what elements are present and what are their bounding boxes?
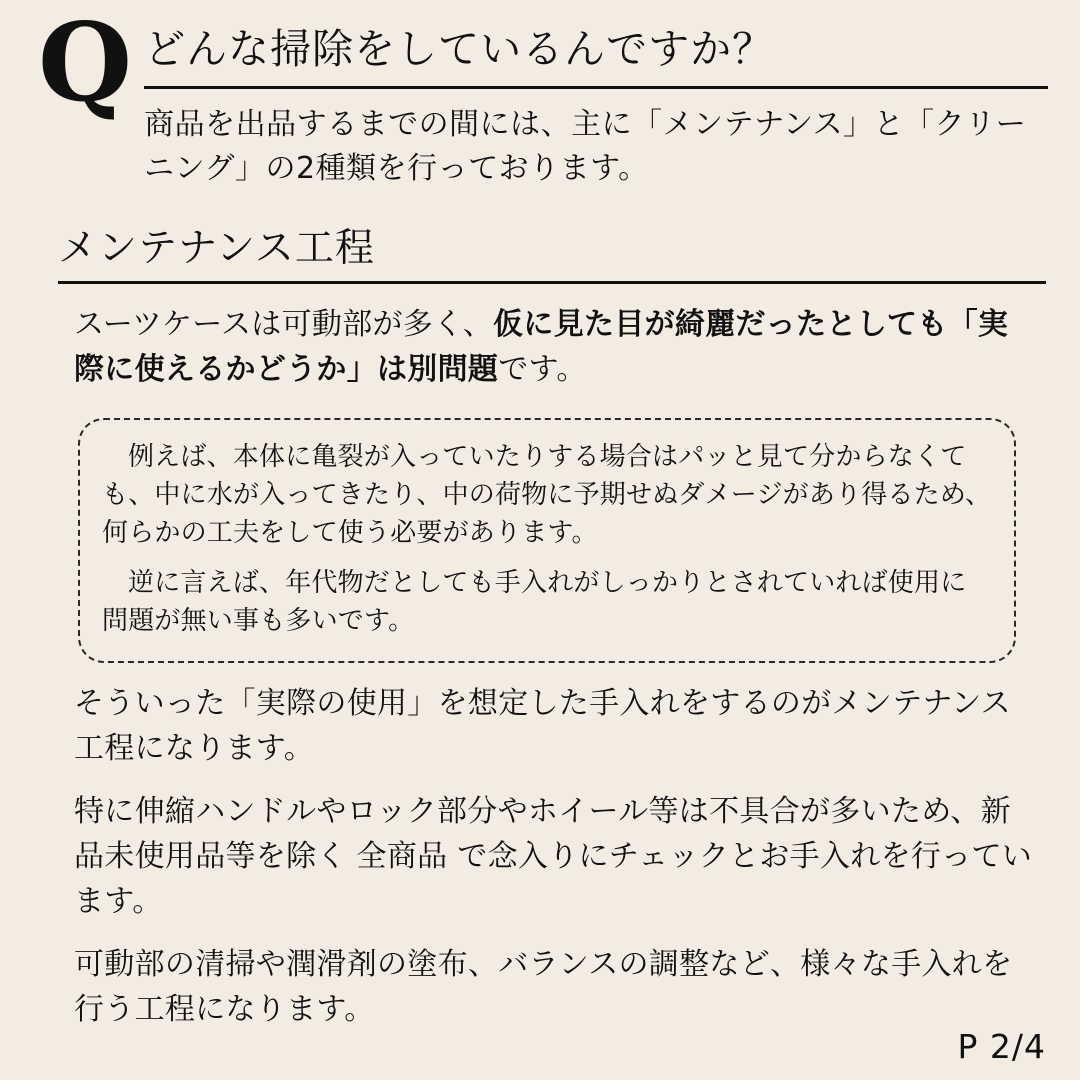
question-content (144, 18, 1046, 191)
lead-text-emphasis: 仮に見た目が綺麗だったとしても「実際に使えるかどうか」は別問題 (74, 306, 1009, 387)
question-marker: Q (38, 0, 131, 126)
note-box (78, 418, 1016, 663)
body-paragraph-3: 可動部の清掃や潤滑剤の塗布、バランスの調整など、様々な手入れを行う工程になります。 (74, 946, 1013, 1027)
lead-text-end: です。 (498, 351, 587, 387)
question-answer: 商品を出品するまでの間には、主に「メンテナンス」と「クリーニング」の2種類を行っております。 (144, 107, 1027, 186)
body-paragraph-2: 特に伸縮ハンドルやロック部分やホイール等は不具合が多いため、新品未使用品等を除く 全商品 で念入りにチェックとお手入れを行っています。 (74, 793, 1033, 919)
page-number: P 2/4 (957, 1027, 1046, 1066)
question-title: どんな掃除をしているんですか？ (144, 24, 1048, 89)
question-block (34, 0, 1046, 191)
note-paragraph-1: 例えば、本体に亀裂が入っていたりする場合はパッと見て分からなくても、中に水が入ってきたり、中の荷物に予期せぬダメージがあり得るため、何らかの工夫をして使う必要があります。 (102, 441, 992, 549)
maintenance-section (34, 217, 1046, 1032)
lead-text-start: スーツケースは可動部が多く、 (74, 306, 494, 342)
body-paragraph-1: そういった「実際の使用」を想定した手入れをするのがメンテナンス工程になります。 (74, 685, 1011, 766)
section-lead-paragraph (74, 302, 1038, 392)
note-paragraph-2: 逆に言えば、年代物だとしても手入れがしっかりとされていれば使用に問題が無い事も多いです。 (102, 568, 967, 637)
section-heading: メンテナンス工程 (58, 217, 1046, 284)
